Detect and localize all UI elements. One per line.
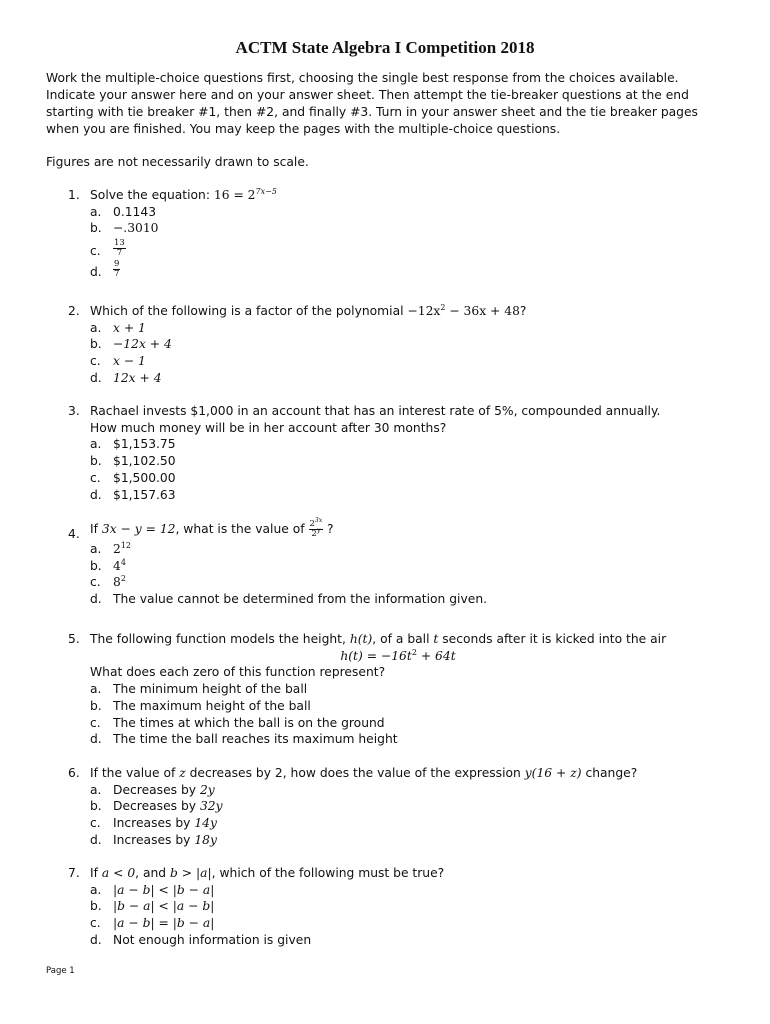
answer-choices (68, 681, 728, 748)
choice-letter: a. (90, 204, 102, 219)
choice-d[interactable] (90, 591, 728, 608)
choice-math: 18y (194, 832, 217, 847)
choice-text: The time the ball reaches its maximum height (113, 732, 398, 747)
stem-text: If (90, 522, 102, 536)
stem-math: −12x (407, 304, 441, 318)
stem-text: If (90, 866, 102, 880)
choice-letter: a. (90, 682, 102, 697)
choice-letter: a. (90, 320, 102, 335)
stem-text: , and (135, 866, 171, 880)
stem-math: a < 0 (101, 866, 136, 880)
choice-text: The times at which the ball is on the ground (113, 715, 385, 730)
choice-d[interactable] (90, 832, 728, 849)
choice-letter: d. (90, 932, 102, 947)
stem-math: 16 = 2 (213, 188, 256, 202)
choice-text: Decreases by (113, 782, 200, 797)
choice-a[interactable] (90, 541, 728, 558)
choice-c[interactable] (90, 470, 728, 487)
choice-b[interactable] (90, 220, 728, 237)
stem-text: seconds after it is kicked into the air (438, 632, 667, 646)
answer-choices (68, 436, 728, 503)
instructions-paragraph: Work the multiple-choice questions first, choosing the single best response from the choices available. Indicate your answer here and on your answer sheet. Then attempt the tie-breaker questions at the end starting with tie breaker #1, then #2, and finally #3. Turn in your answer sheet and the tie breaker pages when you are finished. You may keep the pages with the multiple-choice questions. (46, 71, 698, 136)
stem-text: Which of the following is a factor of the polynomial (90, 304, 408, 318)
choice-letter: c. (90, 575, 101, 590)
choice-text: The minimum height of the ball (113, 682, 308, 697)
fraction (113, 239, 126, 258)
choice-letter: c. (90, 244, 101, 259)
denominator-base: 2 (311, 529, 317, 539)
stem-line: Rachael invests $1,000 in an account that has an interest rate of 5%, compounded annually. (90, 404, 661, 418)
question-number: 2. (68, 304, 80, 318)
choice-math: 2y (199, 782, 215, 797)
choice-text: −.3010 (113, 221, 159, 236)
choice-letter: d. (90, 265, 102, 280)
stem-math: h(t) (349, 632, 373, 646)
question-number: 7. (68, 866, 80, 880)
question-number: 1. (68, 188, 80, 202)
question-stem (68, 765, 728, 782)
stem-exponent: 7x−5 (255, 186, 277, 196)
choice-a[interactable] (90, 204, 728, 221)
choice-letter: b. (90, 698, 102, 713)
choice-text: Increases by (113, 832, 195, 847)
question-stem (68, 403, 728, 436)
fraction-numerator: 9 (114, 259, 120, 270)
stem-text: If the value of (90, 766, 180, 780)
equation-text: + 64t (416, 648, 456, 663)
choice-text: Increases by (113, 816, 195, 831)
stem-text: change? (581, 766, 638, 780)
choice-text: $1,153.75 (113, 437, 176, 452)
equation-text: h(t) = −16t (340, 648, 412, 663)
stem-line (90, 631, 728, 648)
question-stem (68, 187, 728, 204)
choice-letter: c. (90, 916, 101, 931)
choice-exponent: 4 (120, 557, 126, 567)
question-1 (68, 187, 728, 279)
choice-b[interactable] (90, 453, 728, 470)
choice-a[interactable] (90, 782, 728, 799)
stem-line: What does each zero of this function represent? (90, 665, 386, 680)
stem-text: , which of the following must be true? (211, 866, 445, 880)
fraction-denominator: 7 (114, 269, 120, 280)
choice-text: |b − a| < |a − b| (113, 899, 215, 914)
question-stem (68, 517, 728, 541)
equation-exponent: 2 (411, 647, 417, 657)
choice-letter: d. (90, 732, 102, 747)
choice-text: 12x + 4 (113, 370, 162, 385)
stem-text: decreases by 2, how does the value of the expression (185, 766, 525, 780)
choice-text: |a − b| < |b − a| (113, 882, 215, 897)
question-number: 5. (68, 632, 80, 646)
choice-d[interactable] (90, 487, 728, 504)
question-6 (68, 765, 728, 849)
stem-end: ? (323, 522, 334, 536)
choice-letter: c. (90, 816, 101, 831)
choice-letter: b. (90, 337, 102, 352)
choice-text: x − 1 (113, 354, 146, 369)
choice-exponent: 12 (120, 540, 132, 550)
stem-math: 3x − y = 12 (101, 522, 176, 536)
question-number: 4. (68, 527, 80, 541)
choice-letter: c. (90, 715, 101, 730)
choice-text: Decreases by (113, 799, 200, 814)
choice-base: 8 (113, 575, 121, 590)
question-stem (68, 303, 728, 320)
choice-d[interactable] (90, 370, 728, 387)
choice-c[interactable] (90, 915, 728, 932)
choice-b[interactable] (90, 698, 728, 715)
fraction-denominator (309, 527, 324, 539)
choice-exponent: 2 (120, 574, 126, 584)
choice-text: |a − b| = |b − a| (113, 916, 215, 931)
choice-letter: b. (90, 899, 102, 914)
answer-choices (68, 320, 728, 387)
choice-letter: b. (90, 799, 102, 814)
question-number: 6. (68, 766, 80, 780)
choice-letter: d. (90, 370, 102, 385)
choice-d[interactable] (90, 731, 728, 748)
stem-exponent: 2 (440, 302, 446, 312)
choice-d[interactable] (90, 260, 728, 279)
choice-letter: c. (90, 470, 101, 485)
figures-note: Figures are not necessarily drawn to scale. (46, 155, 309, 169)
choice-text: The value cannot be determined from the information given. (113, 592, 488, 607)
answer-choices (68, 882, 728, 949)
choice-text: x + 1 (113, 320, 146, 335)
fraction (113, 260, 120, 279)
choice-letter: b. (90, 221, 102, 236)
choice-letter: b. (90, 558, 102, 573)
question-stem (68, 631, 728, 681)
numerator-base: 2 (309, 519, 315, 529)
choice-b[interactable] (90, 558, 728, 575)
choice-letter: a. (90, 542, 102, 556)
choice-c[interactable] (90, 574, 728, 591)
choice-letter: a. (90, 782, 102, 797)
question-5 (68, 631, 728, 748)
choice-math: 32y (199, 799, 223, 814)
stem-math: z (179, 766, 186, 780)
choice-text: −12x + 4 (113, 337, 172, 352)
choice-text: $1,500.00 (113, 470, 176, 485)
fraction-denominator: 7 (116, 248, 123, 259)
choice-b[interactable] (90, 898, 728, 915)
question-3 (68, 403, 728, 503)
stem-math: − 36x + 48 (445, 304, 520, 318)
stem-text: The following function models the height, (90, 632, 350, 646)
choice-c[interactable] (90, 353, 728, 370)
page-title: ACTM State Algebra I Competition 2018 (235, 38, 535, 57)
question-2 (68, 303, 728, 387)
choice-math: 14y (194, 816, 217, 831)
question-stem (68, 865, 728, 882)
choice-c[interactable] (90, 715, 728, 732)
answer-choices (68, 782, 728, 849)
stem-text: , what is the value of (175, 522, 309, 536)
choice-a[interactable] (90, 320, 728, 337)
denominator-exponent: y (316, 527, 321, 535)
choice-text: $1,157.63 (113, 487, 176, 502)
choice-b[interactable] (90, 336, 728, 353)
answer-choices (68, 204, 728, 279)
choice-text: $1,102.50 (113, 454, 176, 469)
fraction (309, 517, 324, 539)
choice-letter: d. (90, 592, 102, 607)
choice-b[interactable] (90, 798, 728, 815)
stem-text: Solve the equation: (90, 188, 214, 202)
choice-text: The maximum height of the ball (113, 698, 311, 713)
stem-math: y(16 + z) (524, 766, 582, 780)
stem-math: t (433, 632, 439, 646)
numerator-exponent: 3x (314, 517, 323, 525)
choice-base: 2 (113, 542, 121, 556)
choice-letter: b. (90, 454, 102, 469)
choice-a[interactable] (90, 882, 728, 899)
choice-letter: a. (90, 882, 102, 897)
answer-choices (68, 541, 728, 608)
question-4 (68, 517, 728, 608)
choice-d[interactable] (90, 932, 728, 949)
choice-c[interactable] (90, 815, 728, 832)
choice-a[interactable] (90, 436, 728, 453)
page-number: Page 1 (46, 966, 75, 976)
choice-letter: d. (90, 487, 102, 502)
choice-text: 0.1143 (113, 204, 157, 219)
function-equation (68, 648, 728, 665)
choice-a[interactable] (90, 681, 728, 698)
stem-end: ? (519, 304, 527, 318)
choice-base: 4 (113, 558, 121, 573)
choice-letter: d. (90, 832, 102, 847)
question-number: 3. (68, 404, 80, 418)
choice-letter: c. (90, 354, 101, 369)
stem-math: b > |a| (170, 866, 212, 880)
choice-letter: a. (90, 437, 102, 452)
choice-c[interactable] (90, 239, 728, 258)
choice-text: Not enough information is given (113, 932, 312, 947)
question-7 (68, 865, 728, 949)
stem-line: How much money will be in her account after 30 months? (90, 420, 447, 435)
fraction-numerator: 13 (114, 238, 125, 249)
stem-text: , of a ball (372, 632, 434, 646)
